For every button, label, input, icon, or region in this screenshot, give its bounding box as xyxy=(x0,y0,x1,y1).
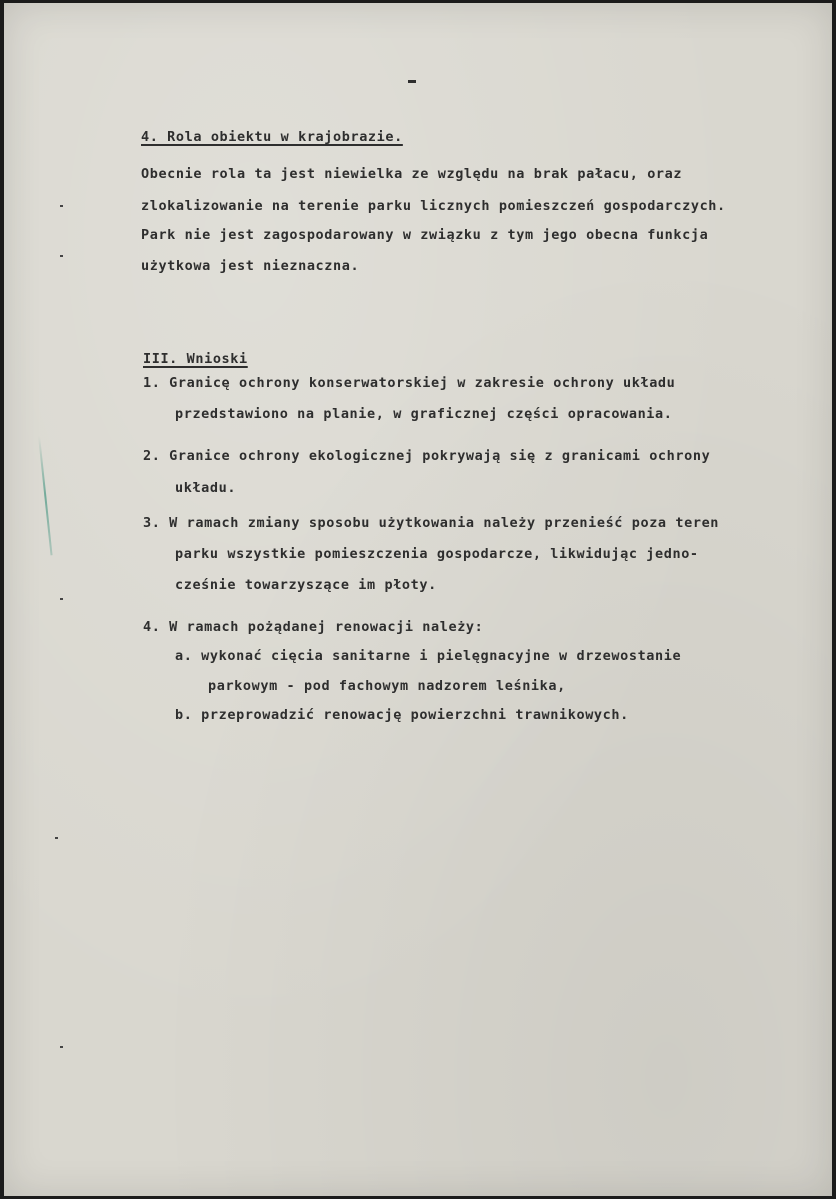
item4-sub-b-line-1: b. przeprowadzić renowację powierzchni trawnikowych. xyxy=(175,707,629,723)
margin-tick xyxy=(60,205,63,207)
item1-line-2: przedstawiono na planie, w graficznej części opracowania. xyxy=(175,406,673,422)
margin-tick xyxy=(60,255,63,257)
item4-line-1: 4. W ramach pożądanej renowacji należy: xyxy=(143,619,484,635)
item3-line-1: 3. W ramach zmiany sposobu użytkowania należy przenieść poza teren xyxy=(143,515,720,531)
section3-heading: III. Wnioski xyxy=(143,351,248,367)
section4-heading: 4. Rola obiektu w krajobrazie. xyxy=(141,129,403,145)
item4-sub-a-line-1: a. wykonać cięcia sanitarne i pielęgnacyjne w drzewostanie xyxy=(175,648,682,664)
margin-tick xyxy=(60,1046,63,1048)
item1-line-1: 1. Granicę ochrony konserwatorskiej w zakresie ochrony układu xyxy=(143,375,676,391)
section4-line-3: Park nie jest zagospodarowany w związku z tym jego obecna funkcja xyxy=(141,227,709,243)
item3-line-2: parku wszystkie pomieszczenia gospodarcze, likwidując jedno- xyxy=(175,546,699,562)
item2-line-1: 2. Granice ochrony ekologicznej pokrywają się z granicami ochrony xyxy=(143,448,711,464)
margin-tick xyxy=(55,837,58,839)
margin-tick xyxy=(60,598,63,600)
item2-line-2: układu. xyxy=(175,480,237,496)
item4-sub-a-line-2: parkowym - pod fachowym nadzorem leśnika, xyxy=(208,678,566,694)
item3-line-3: cześnie towarzyszące im płoty. xyxy=(175,577,437,593)
section4-line-1: Obecnie rola ta jest niewielka ze względu na brak pałacu, oraz xyxy=(141,166,683,182)
section4-line-2: zlokalizowanie na terenie parku licznych pomieszczeń gospodarczych. xyxy=(141,198,726,214)
section4-line-4: użytkowa jest nieznaczna. xyxy=(141,258,360,274)
page-number-dash xyxy=(408,80,416,83)
